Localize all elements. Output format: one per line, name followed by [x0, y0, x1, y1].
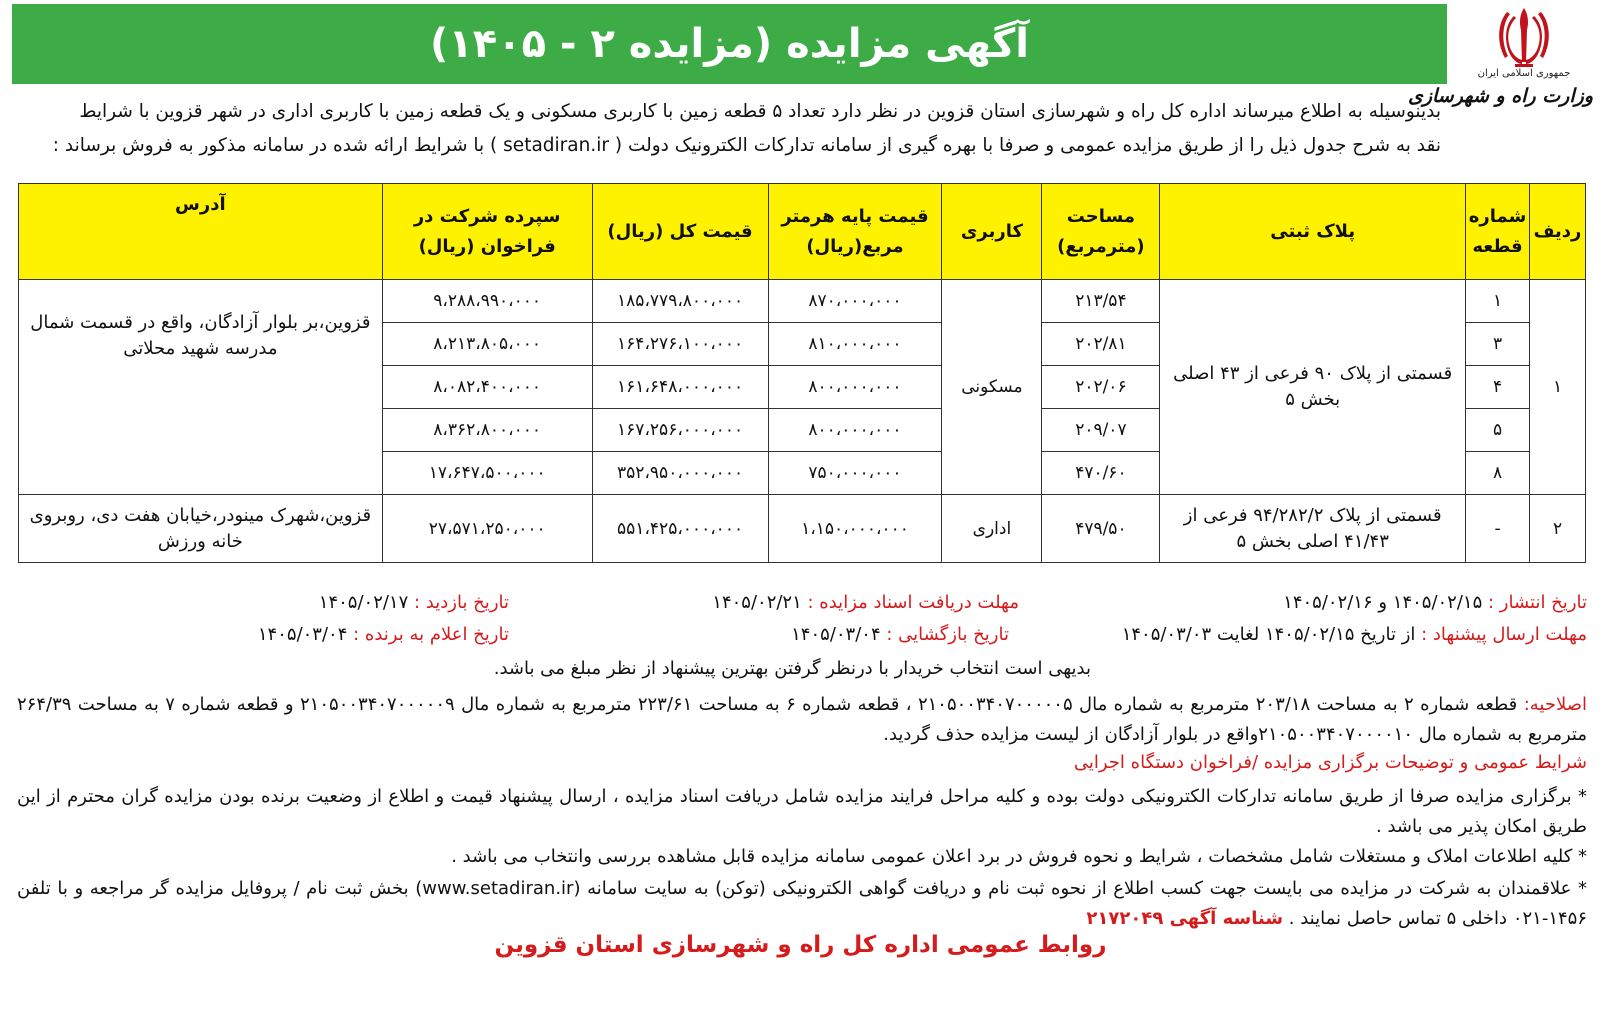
- ministry-logo: [1407, 0, 1593, 130]
- visit-date: [319, 592, 509, 613]
- publish-date-label: تاریخ انتشار :: [1488, 592, 1587, 613]
- total-price-value: ۳۵۲،۹۵۰،۰۰۰،۰۰۰: [592, 452, 768, 495]
- deposit-value: ۸،۲۱۳،۸۰۵،۰۰۰: [382, 323, 592, 366]
- base-price-value: ۸۷۰،۰۰۰،۰۰۰: [768, 280, 942, 323]
- plate-text: قسمتی از پلاک ۹۴/۲۸۲/۲ فرعی از ۴۱/۴۳ اصلی بخش ۵: [1160, 495, 1466, 563]
- visit-date-label: تاریخ بازدید :: [414, 592, 509, 613]
- docs-deadline-label: مهلت دریافت اسناد مزایده :: [807, 592, 1019, 613]
- footer-signature: روابط عمومی اداره کل راه و شهرسازی استان قزوین: [494, 932, 1107, 958]
- opening-date-label: تاریخ بازگشایی :: [886, 624, 1009, 645]
- address-text: قزوین،بر بلوار آزادگان، واقع در قسمت شمال مدرسه شهید محلاتی: [19, 280, 383, 495]
- row-number: ۲: [1530, 495, 1586, 563]
- row-number: ۱: [1530, 280, 1586, 495]
- lot-number: ۳: [1466, 323, 1530, 366]
- area-value: ۴۷۹/۵۰: [1042, 495, 1160, 563]
- total-price-value: ۱۶۱،۶۴۸،۰۰۰،۰۰۰: [592, 366, 768, 409]
- base-price-value: ۷۵۰،۰۰۰،۰۰۰: [768, 452, 942, 495]
- table-row: [19, 495, 1586, 563]
- docs-deadline: [712, 592, 1019, 613]
- emblem-caption: جمهوری اسلامی ایران: [1477, 68, 1571, 79]
- base-price-value: ۸۱۰،۰۰۰،۰۰۰: [768, 323, 942, 366]
- header-base-price: قیمت پایه هرمتر مربع(ریال): [768, 184, 942, 280]
- plate-text: قسمتی از پلاک ۹۰ فرعی از ۴۳ اصلی بخش ۵: [1160, 280, 1466, 495]
- header-address: آدرس: [19, 184, 383, 280]
- selection-note: بدیهی است انتخاب خریدار با درنظر گرفتن بهترین پیشنهاد از نظر مبلغ می باشد.: [493, 658, 1091, 679]
- opening-date-value: ۱۴۰۵/۰۳/۰۴: [791, 624, 881, 645]
- docs-deadline-value: ۱۴۰۵/۰۲/۲۱: [712, 592, 802, 613]
- usage-value: مسکونی: [942, 280, 1042, 495]
- visit-date-value: ۱۴۰۵/۰۲/۱۷: [318, 592, 409, 613]
- header-area: مساحت (مترمربع): [1042, 184, 1160, 280]
- deposit-value: ۹،۲۸۸،۹۹۰،۰۰۰: [382, 280, 592, 323]
- publish-date: [1283, 592, 1587, 613]
- correction-note: [17, 690, 1587, 750]
- intro-line-2: نقد به شرح جدول ذیل را از طریق مزایده عمومی و صرفا با بهره گیری از سامانه تدارکات الکترونیک دولت ( setadiran.ir ) با شرایط ارائه شده در سامانه مذکور به فروش برساند :: [52, 135, 1441, 156]
- notice-title: آگهی مزایده (مزایده ۲ - ۱۴۰۵): [430, 21, 1029, 67]
- auction-table: [18, 183, 1586, 563]
- area-value: ۴۷۰/۶۰: [1042, 452, 1160, 495]
- condition-bullet-1: * برگزاری مزایده صرفا از طریق سامانه تدارکات الکترونیکی دولت بوده و کلیه مراحل فرایند مزایده شامل دریافت اسناد مزایده ، ارسال پیشنهاد قیمت و اطلاع از وضعیت برنده بودن مزایده گران محترم از این طریق امکان پذیر می باشد .: [17, 786, 1587, 837]
- header-deposit: سپرده شرکت در فراخوان (ریال): [382, 184, 592, 280]
- total-price-value: ۱۶۷،۲۵۶،۰۰۰،۰۰۰: [592, 409, 768, 452]
- title-banner: [12, 4, 1447, 84]
- correction-text: قطعه شماره ۲ به مساحت ۲۰۳/۱۸ مترمربع به شماره مال ۲۱۰۵۰۰۳۴۰۷۰۰۰۰۰۵ ، قطعه شماره ۶ به مساحت ۲۲۳/۶۱ مترمربع به شماره مال ۲۱۰۵۰۰۳۴۰۷۰۰۰۰۰۹ و قطعه شماره ۷ به مساحت ۲۶۴/۳۹ مترمربع به شماره مال ۲۱۰۵۰۰۳۴۰۷۰۰۰۰۱۰واقع در بلوار آزادگان از لیست مزایده حذف گردید.: [17, 694, 1587, 745]
- conditions-title: شرایط عمومی و توضیحات برگزاری مزایده /فراخوان دستگاه اجرایی: [1073, 752, 1587, 773]
- ministry-name: وزارت راه و شهرسازی: [1407, 85, 1593, 107]
- condition-bullet-3-text: * علاقمندان به شرکت در مزایده می بایست جهت کسب اطلاع از نحوه ثبت نام و دریافت گواهی الکترونیکی (توکن) به سایت سامانه (www.setadiran.ir) بخش ثبت نام / پروفایل مزایده گر مراجعه و با تلفن ۱۴۵۶-۰۲۱ داخلی ۵ تماس حاصل نمایند .: [17, 878, 1587, 929]
- lot-number: -: [1466, 495, 1530, 563]
- area-value: ۲۱۳/۵۴: [1042, 280, 1160, 323]
- opening-date: [791, 624, 1009, 645]
- iran-emblem-icon: [1493, 4, 1555, 70]
- winner-date-value: ۱۴۰۵/۰۳/۰۴: [257, 624, 348, 645]
- address-text: قزوین،شهرک مینودر،خیابان هفت دی، روبروی خانه ورزش: [19, 495, 383, 563]
- lot-number: ۵: [1466, 409, 1530, 452]
- total-price-value: ۱۸۵،۷۷۹،۸۰۰،۰۰۰: [592, 280, 768, 323]
- usage-value: اداری: [942, 495, 1042, 563]
- header-row-number: ردیف: [1530, 184, 1586, 280]
- area-value: ۲۰۹/۰۷: [1042, 409, 1160, 452]
- total-price-value: ۵۵۱،۴۲۵،۰۰۰،۰۰۰: [592, 495, 768, 563]
- correction-label: اصلاحیه:: [1523, 694, 1588, 715]
- condition-bullet-3: [17, 874, 1587, 934]
- header-lot-number: شماره قطعه: [1466, 184, 1530, 280]
- winner-date: [258, 624, 509, 645]
- offer-deadline-value: از تاریخ ۱۴۰۵/۰۲/۱۵ لغایت ۱۴۰۵/۰۳/۰۳: [1121, 624, 1416, 645]
- winner-date-label: تاریخ اعلام به برنده :: [353, 624, 509, 645]
- deposit-value: ۸،۰۸۲،۴۰۰،۰۰۰: [382, 366, 592, 409]
- intro-line-1: بدینوسیله به اطلاع میرساند اداره کل راه و شهرسازی استان قزوین در نظر دارد تعداد ۵ قطعه زمین با کاربری مسکونی و یک قطعه زمین با کاربری اداری در شهر قزوین با شرایط: [79, 101, 1441, 122]
- base-price-value: ۱،۱۵۰،۰۰۰،۰۰۰: [768, 495, 942, 563]
- area-value: ۲۰۲/۰۶: [1042, 366, 1160, 409]
- lot-number: ۸: [1466, 452, 1530, 495]
- lot-number: ۱: [1466, 280, 1530, 323]
- lot-number: ۴: [1466, 366, 1530, 409]
- condition-bullet-2: * کلیه اطلاعات املاک و مستغلات شامل مشخصات ، شرایط و نحوه فروش در برد اعلان عمومی سامانه مزایده قابل مشاهده بررسی وانتخاب می باشد .: [451, 846, 1587, 867]
- table-row: [19, 280, 1586, 323]
- base-price-value: ۸۰۰،۰۰۰،۰۰۰: [768, 409, 942, 452]
- deposit-value: ۲۷،۵۷۱،۲۵۰،۰۰۰: [382, 495, 592, 563]
- ad-id: شناسه آگهی ۲۱۷۲۰۴۹: [1086, 908, 1284, 929]
- header-plate: پلاک ثبتی: [1160, 184, 1466, 280]
- offer-deadline: [1122, 624, 1587, 645]
- deposit-value: ۱۷،۶۴۷،۵۰۰،۰۰۰: [382, 452, 592, 495]
- deposit-value: ۸،۳۶۲،۸۰۰،۰۰۰: [382, 409, 592, 452]
- header-total-price: قیمت کل (ریال): [592, 184, 768, 280]
- base-price-value: ۸۰۰،۰۰۰،۰۰۰: [768, 366, 942, 409]
- offer-deadline-label: مهلت ارسال پیشنهاد :: [1421, 624, 1587, 645]
- total-price-value: ۱۶۴،۲۷۶،۱۰۰،۰۰۰: [592, 323, 768, 366]
- table-header-row: [19, 184, 1586, 280]
- publish-date-value: ۱۴۰۵/۰۲/۱۵ و ۱۴۰۵/۰۲/۱۶: [1283, 592, 1483, 613]
- area-value: ۲۰۲/۸۱: [1042, 323, 1160, 366]
- header-usage: کاربری: [942, 184, 1042, 280]
